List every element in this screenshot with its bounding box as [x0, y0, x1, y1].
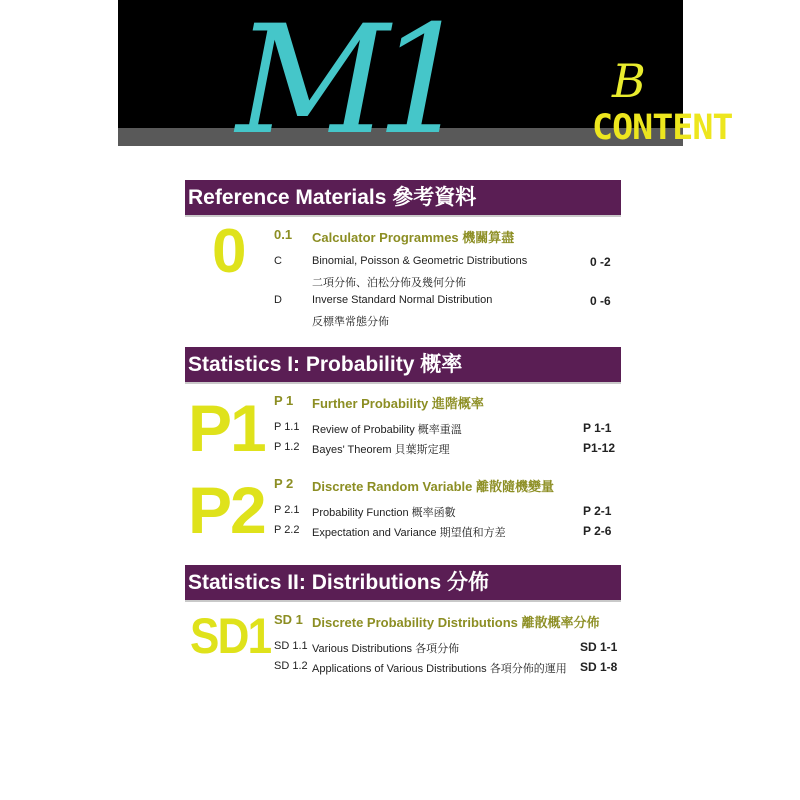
title-content: CONTENT — [592, 108, 733, 148]
section-bar-statistics-1 — [185, 347, 621, 384]
title-m1: M1 — [236, 0, 458, 168]
topic-heading: Calculator Programmes 機關算盡 — [312, 230, 515, 245]
chapter-number: P2 — [188, 473, 265, 547]
chapter-number: 0 — [212, 217, 247, 286]
item-page: P 2-1 — [583, 504, 612, 518]
topic-heading: Discrete Probability Distributions 離散概率分佈 — [312, 615, 600, 630]
item-code: SD 1.2 — [274, 660, 308, 672]
section-title: Reference Materials 參考資料 — [188, 186, 477, 209]
item-title: Binomial, Poisson & Geometric Distributions — [312, 255, 528, 267]
item-code: SD 1.1 — [274, 640, 308, 652]
item-page: 0 -6 — [590, 294, 611, 308]
item-title: Probability Function 概率函數 — [312, 507, 456, 519]
item-code: P 2.1 — [274, 504, 300, 516]
section-title: Statistics I: Probability 概率 — [188, 353, 463, 376]
item-title: Expectation and Variance 期望值和方差 — [312, 527, 506, 539]
title-b: B — [612, 54, 646, 108]
item-code: C — [274, 255, 282, 267]
item-page: SD 1-8 — [580, 660, 618, 674]
item-code: D — [274, 294, 282, 306]
item-title: Various Distributions 各項分佈 — [312, 643, 460, 655]
item-code: P 1.2 — [274, 441, 300, 453]
topic-code: P 2 — [274, 476, 294, 491]
topic-code: 0.1 — [274, 227, 293, 242]
item-page: P1-12 — [583, 441, 616, 455]
chapter-number: P1 — [188, 391, 265, 465]
item-page: SD 1-1 — [580, 640, 618, 654]
item-code: P 2.2 — [274, 524, 300, 536]
section-bar-reference — [185, 180, 621, 217]
item-page: P 1-1 — [583, 421, 612, 435]
topic-heading: Discrete Random Variable 離散隨機變量 — [312, 479, 555, 494]
item-title-chinese: 反標準常態分佈 — [312, 316, 389, 328]
item-page: P 2-6 — [583, 524, 612, 538]
topic-code: SD 1 — [274, 612, 303, 627]
topic-heading: Further Probability 進階概率 — [312, 396, 484, 411]
chapter-number: SD1 — [190, 608, 271, 664]
section-bar-statistics-2 — [185, 565, 621, 602]
item-title-chinese: 二項分佈、泊松分佈及幾何分佈 — [312, 277, 466, 289]
section-title: Statistics II: Distributions 分佈 — [188, 571, 490, 594]
item-code: P 1.1 — [274, 421, 300, 433]
item-page: 0 -2 — [590, 255, 611, 269]
item-title: Review of Probability 概率重溫 — [312, 424, 462, 436]
item-title: Inverse Standard Normal Distribution — [312, 294, 493, 306]
topic-code: P 1 — [274, 393, 294, 408]
item-title: Applications of Various Distributions 各項分佈的運用 — [312, 663, 567, 675]
item-title: Bayes' Theorem 貝葉斯定理 — [312, 444, 450, 456]
